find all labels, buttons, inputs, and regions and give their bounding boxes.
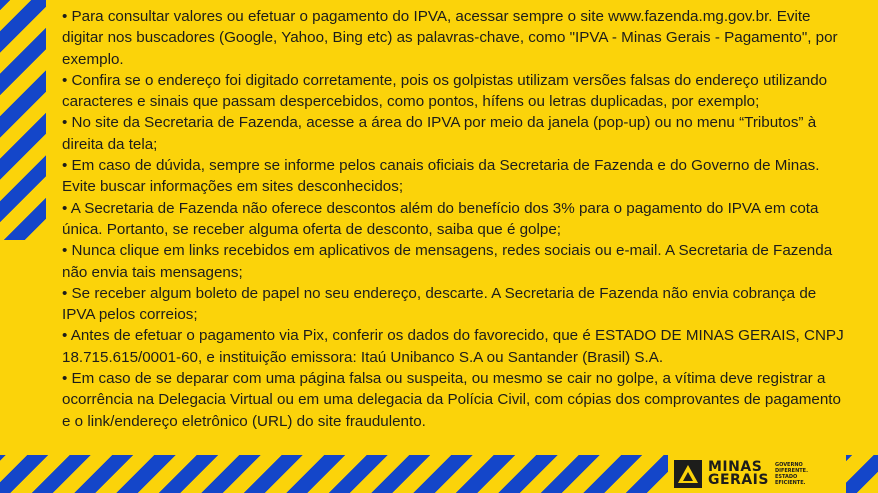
tip-line: caracteres e sinais que passam despercebidos, como pontos, hífens ou letras duplicadas, por exemplo; <box>62 93 760 111</box>
tip-item <box>62 6 872 70</box>
tip-item <box>62 240 872 283</box>
tagline-line: ESTADO <box>774 474 798 480</box>
left-stripe-decoration <box>0 0 46 240</box>
minas-gerais-logo <box>674 458 834 490</box>
tagline-line: DIFERENTE. <box>774 468 808 474</box>
tip-line: não envia tais mensagens; <box>62 263 243 281</box>
tip-line: direita da tela; <box>62 135 158 153</box>
bottom-right-stripe-decoration <box>846 455 878 493</box>
tip-line: • Em caso de dúvida, sempre se informe pelos canais oficiais da Secretaria de Fazenda e do Governo de Minas. <box>62 157 820 175</box>
tip-item <box>62 112 872 155</box>
minas-gerais-triangle-icon <box>674 460 702 488</box>
tip-line: ocorrência na Delegacia Virtual ou em uma delegacia da Polícia Civil, com cópias dos comprovantes de pagamento <box>62 391 841 409</box>
tip-item <box>62 70 872 113</box>
tip-line: • Em caso de se deparar com uma página falsa ou suspeita, ou mesmo se cair no golpe, a vítima deve registrar a <box>62 370 826 388</box>
tip-line: • Antes de efetuar o pagamento via Pix, conferir os dados do favorecido, que é ESTADO DE MINAS GERAIS, CNPJ <box>62 327 844 345</box>
tip-item <box>62 155 872 198</box>
tip-line: • Se receber algum boleto de papel no seu endereço, descarte. A Secretaria de Fazenda não envia cobrança de <box>62 284 817 302</box>
tip-line: • Confira se o endereço foi digitado corretamente, pois os golpistas utilizam versões falsas do endereço utilizando <box>62 71 828 89</box>
tip-line: 18.715.615/0001-60, e instituição emissora: Itaú Unibanco S.A ou Santander (Brasil) S.A. <box>62 348 664 366</box>
logo-line-1: MINAS <box>708 459 763 475</box>
logo-line-2: GERAIS <box>708 472 769 488</box>
tip-line: • Para consultar valores ou efetuar o pagamento do IPVA, acessar sempre o site www.fazenda.mg.gov.br. Evite <box>62 8 811 25</box>
tip-line: • A Secretaria de Fazenda não oferece descontos além do benefício dos 3% para o pagamento do IPVA em cota <box>62 199 819 217</box>
tip-line: e o link/endereço eletrônico (URL) do site fraudulento. <box>62 412 426 430</box>
security-tips-list <box>62 6 872 432</box>
tip-line: Evite buscar informações em sites desconhecidos; <box>62 178 404 196</box>
tip-item <box>62 283 872 326</box>
tip-item <box>62 368 872 432</box>
tip-line: • No site da Secretaria de Fazenda, acesse a área do IPVA por meio da janela (pop-up) ou no menu “Tributos” à <box>62 114 817 132</box>
tip-line: exemplo. <box>62 50 124 68</box>
tip-item <box>62 325 872 368</box>
tagline-line: GOVERNO <box>774 462 803 468</box>
tip-item <box>62 198 872 241</box>
logo-wordmark <box>708 461 769 487</box>
logo-tagline <box>775 462 808 486</box>
tip-line: única. Portanto, se receber alguma oferta de desconto, saiba que é golpe; <box>62 220 561 238</box>
bottom-stripe-decoration <box>0 455 668 493</box>
tip-line: • Nunca clique em links recebidos em aplicativos de mensagens, redes sociais ou e-mail. A Secretaria de Fazenda <box>62 242 833 260</box>
tagline-line: EFICIENTE. <box>774 480 806 486</box>
tip-line: digitar nos buscadores (Google, Yahoo, Bing etc) as palavras-chave, como "IPVA - Minas Gerais - Pagamento", por <box>62 29 838 47</box>
tip-line: IPVA pelos correios; <box>62 306 198 324</box>
